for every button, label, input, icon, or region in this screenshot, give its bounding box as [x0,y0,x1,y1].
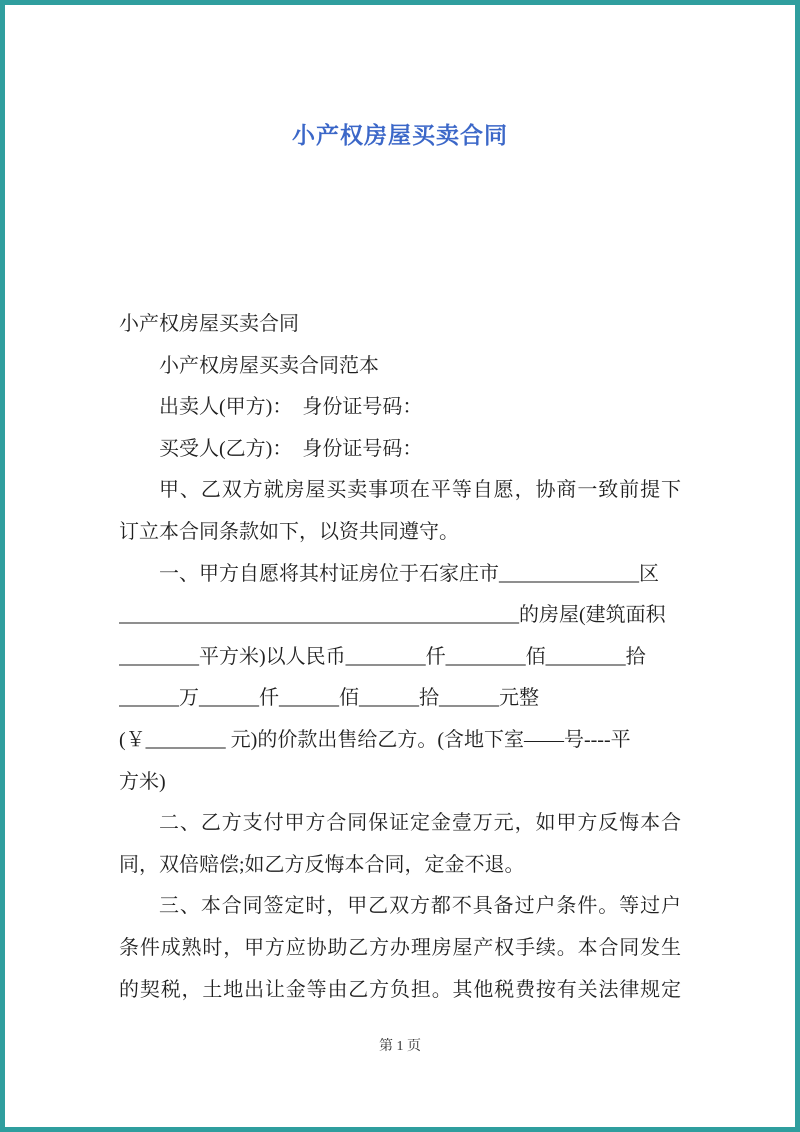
doc-line-seller: 出卖人(甲方)： 身份证号码： [159,396,423,419]
doc-line-clause2-1: 二、乙方支付甲方合同保证定金壹万元，如甲方反悔本合 [159,812,681,835]
document-body [119,304,681,1011]
doc-line-buyer: 买受人(乙方)： 身份证号码： [159,437,423,460]
doc-line-clause1-1: 一、甲方自愿将其村证房位于石家庄市______________区 [159,562,659,585]
doc-line-subheading: 小产权房屋买卖合同范本 [159,354,379,377]
doc-line-clause3-3: 的契税，土地出让金等由乙方负担。其他税费按有关法律规定 [119,978,681,1001]
doc-line-preamble-1: 甲、乙双方就房屋买卖事项在平等自愿，协商一致前提下 [159,479,681,502]
doc-line-clause1-3: ________平方米)以人民币________仟________佰________拾 [119,645,646,668]
doc-line-heading: 小产权房屋买卖合同 [119,313,299,335]
doc-line-clause1-2: ________________________________________的房屋(建筑面积 [119,604,666,627]
doc-line-clause1-5: (￥________ 元)的价款出售给乙方。(含地下室——号----平 [119,728,631,751]
page-title: 小产权房屋买卖合同 [292,122,508,148]
doc-line-clause1-6: 方米) [119,770,166,793]
doc-line-clause3-2: 条件成熟时，甲方应协助乙方办理房屋产权手续。本合同发生 [119,936,681,959]
doc-line-clause3-1: 三、本合同签定时，甲乙双方都不具备过户条件。等过户 [159,895,681,918]
page-number: 第 1 页 [379,1039,421,1054]
doc-line-clause1-4: ______万______仟______佰______拾______元整 [119,687,539,710]
doc-line-clause2-2: 同，双倍赔偿;如乙方反悔本合同，定金不退。 [119,853,525,876]
doc-line-preamble-2: 订立本合同条款如下，以资共同遵守。 [119,520,459,543]
